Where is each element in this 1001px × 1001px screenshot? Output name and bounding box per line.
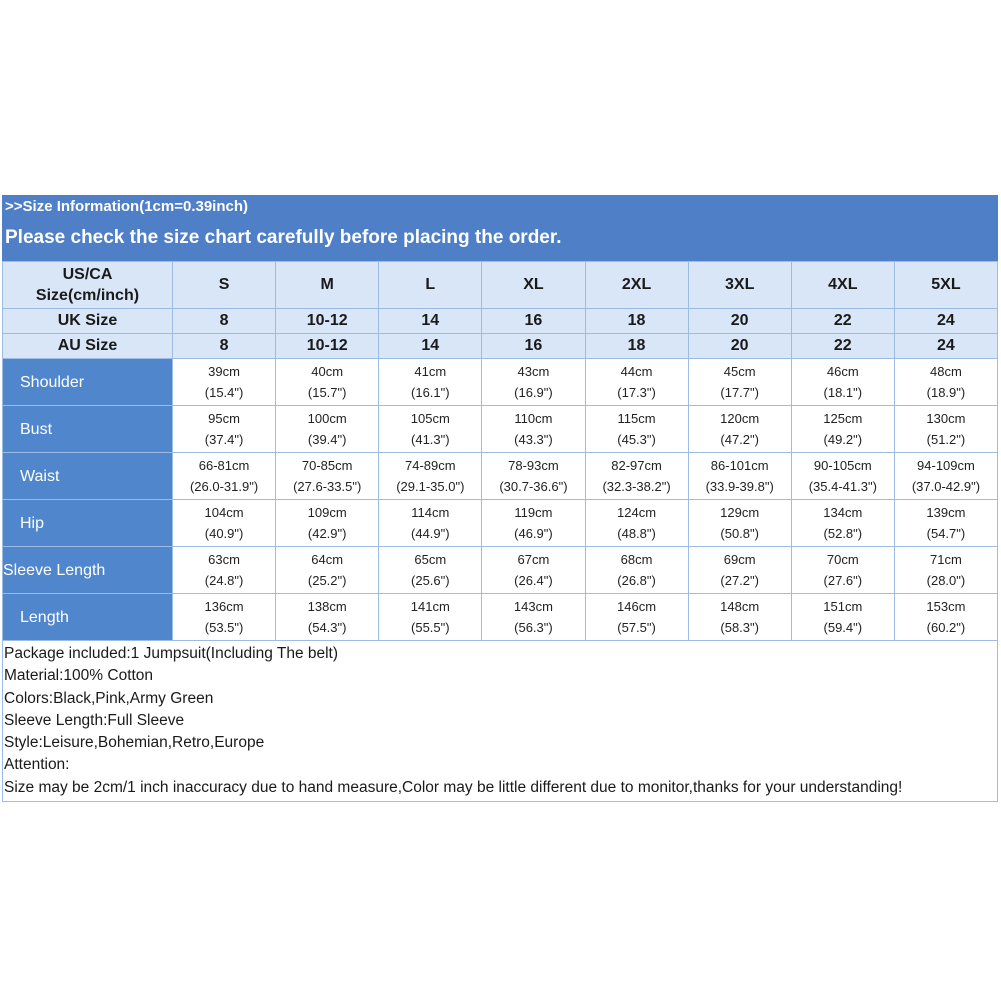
measurement-row: [3, 453, 998, 500]
measurement-cm: 45cm: [723, 364, 756, 379]
measurement-cell: [379, 547, 482, 594]
measurement-inch: (26.4"): [514, 573, 553, 588]
measurement-cell: [173, 453, 276, 500]
measurement-inch: (18.1"): [823, 385, 863, 400]
measurement-inch: (17.3"): [617, 385, 656, 400]
measurement-cell: [379, 406, 482, 453]
measurement-cell: [173, 500, 276, 547]
measurement-cell: [894, 500, 997, 547]
measurement-cm: 138cm: [307, 599, 347, 614]
measurement-cell: [482, 406, 585, 453]
au-size-cell: 8: [173, 334, 276, 359]
measurement-inch: (40.9"): [204, 526, 244, 541]
size-cell: 4XL: [791, 262, 894, 309]
measurement-inch: (54.7"): [926, 526, 966, 541]
measurement-cm: 63cm: [208, 552, 240, 567]
measurement-cell: [688, 406, 791, 453]
measurement-cell: [894, 594, 997, 641]
measurement-inch: (27.2"): [720, 573, 759, 588]
measurement-cm: 41cm: [414, 364, 447, 379]
measurement-inch: (43.3"): [514, 432, 553, 447]
measurement-inch: (37.0-42.9"): [911, 479, 981, 494]
measurement-cm: 110cm: [514, 411, 553, 426]
uk-size-label: UK Size: [3, 309, 173, 334]
measurement-cell: [688, 453, 791, 500]
size-cell: S: [173, 262, 276, 309]
measurement-inch: (15.7"): [307, 385, 347, 400]
note-line: Attention:: [4, 756, 70, 774]
measurement-cm: 125cm: [823, 411, 863, 426]
uk-size-cell: 16: [482, 309, 585, 334]
measurement-cell: [276, 500, 379, 547]
measurement-cell: [585, 547, 688, 594]
measurement-label: Bust: [3, 406, 173, 453]
measurement-cm: 69cm: [723, 552, 756, 567]
measurement-cm: 70-85cm: [301, 458, 353, 473]
measurement-cell: [688, 594, 791, 641]
measurement-cell: [173, 406, 276, 453]
au-size-cell: 18: [585, 334, 688, 359]
size-cell: 5XL: [894, 262, 997, 309]
us-size-label-line2: Size(cm/inch): [35, 287, 140, 304]
us-size-label-line1: US/CA: [62, 266, 113, 283]
measurement-cm: 119cm: [514, 505, 553, 520]
note-line: Package included:1 Jumpsuit(Including The belt): [4, 645, 339, 662]
measurement-cell: [482, 594, 585, 641]
measurement-cell: [276, 594, 379, 641]
measurement-inch: (44.9"): [411, 526, 450, 541]
measurement-inch: (30.7-36.6"): [499, 479, 568, 494]
measurement-cell: [894, 406, 997, 453]
measurement-inch: (26.8"): [617, 573, 656, 588]
measurement-cell: [791, 594, 894, 641]
measurement-inch: (24.8"): [204, 573, 244, 588]
measurement-cell: [276, 359, 379, 406]
measurement-cm: 124cm: [617, 505, 657, 520]
measurement-cm: 48cm: [930, 364, 962, 379]
uk-size-cell: 24: [894, 309, 997, 334]
uk-size-cell: 22: [791, 309, 894, 334]
measurement-cell: [173, 594, 276, 641]
measurement-inch: (42.9"): [307, 526, 347, 541]
measurement-cell: [173, 359, 276, 406]
measurement-cell: [791, 500, 894, 547]
measurement-inch: (27.6-33.5"): [293, 479, 362, 494]
measurement-cm: 143cm: [513, 599, 553, 614]
measurement-cm: 90-105cm: [813, 458, 872, 473]
measurement-cell: [173, 547, 276, 594]
measurement-inch: (15.4"): [204, 385, 244, 400]
measurement-cm: 139cm: [926, 505, 966, 520]
measurement-cm: 46cm: [826, 364, 859, 379]
measurement-cell: [482, 500, 585, 547]
measurement-cm: 70cm: [826, 552, 859, 567]
measurement-inch: (59.4"): [823, 620, 863, 635]
measurement-cell: [894, 453, 997, 500]
measurement-inch: (48.8"): [617, 526, 656, 541]
measurement-cm: 39cm: [208, 364, 240, 379]
measurement-label: Shoulder: [3, 359, 173, 406]
measurement-cm: 67cm: [517, 552, 550, 567]
measurement-inch: (16.1"): [411, 385, 450, 400]
measurement-inch: (39.4"): [307, 432, 347, 447]
measurement-cell: [379, 594, 482, 641]
measurement-inch: (25.2"): [307, 573, 347, 588]
measurement-cm: 44cm: [620, 364, 653, 379]
size-check-notice: Please check the size chart carefully before placing the order.: [5, 227, 562, 248]
measurement-cm: 151cm: [823, 599, 863, 614]
measurement-cell: [791, 453, 894, 500]
measurement-cell: [379, 500, 482, 547]
measurement-cm: 129cm: [720, 505, 760, 520]
measurement-cm: 100cm: [307, 411, 347, 426]
uk-size-cell: 18: [585, 309, 688, 334]
au-size-row: [3, 334, 998, 359]
size-cell: 2XL: [585, 262, 688, 309]
measurement-row: [3, 359, 998, 406]
measurement-cm: 105cm: [410, 411, 450, 426]
measurement-cell: [276, 406, 379, 453]
size-cell: M: [276, 262, 379, 309]
measurement-cm: 68cm: [620, 552, 653, 567]
size-cell: 3XL: [688, 262, 791, 309]
note-line: Size may be 2cm/1 inch inaccuracy due to hand measure,Color may be little different due to monitor,thanks for your understanding!: [4, 778, 903, 796]
measurement-inch: (25.6"): [411, 573, 450, 588]
measurement-inch: (54.3"): [307, 620, 347, 635]
note-line: Sleeve Length:Full Sleeve: [4, 711, 185, 729]
measurement-inch: (46.9"): [514, 526, 553, 541]
measurement-inch: (33.9-39.8"): [705, 479, 774, 494]
measurement-cm: 74-89cm: [405, 458, 456, 473]
measurement-cm: 43cm: [517, 364, 550, 379]
size-info-banner: [2, 195, 998, 261]
measurement-inch: (32.3-38.2"): [602, 479, 671, 494]
measurement-cm: 146cm: [617, 599, 657, 614]
measurement-cell: [379, 453, 482, 500]
measurement-cm: 104cm: [204, 505, 244, 520]
au-size-cell: 16: [482, 334, 585, 359]
note-line: Material:100% Cotton: [4, 667, 154, 685]
measurement-inch: (56.3"): [514, 620, 553, 635]
size-table: [2, 261, 998, 641]
size-chart: [2, 195, 998, 802]
measurement-inch: (57.5"): [617, 620, 656, 635]
measurement-inch: (41.3"): [411, 432, 450, 447]
au-size-cell: 22: [791, 334, 894, 359]
measurement-inch: (27.6"): [823, 573, 863, 588]
measurement-cell: [585, 594, 688, 641]
measurement-inch: (55.5"): [411, 620, 450, 635]
measurement-row: [3, 406, 998, 453]
uk-size-row: [3, 309, 998, 334]
measurement-cm: 66-81cm: [198, 458, 250, 473]
measurement-inch: (18.9"): [926, 385, 966, 400]
measurement-cell: [585, 500, 688, 547]
measurement-cell: [276, 547, 379, 594]
measurement-cm: 94-109cm: [917, 458, 975, 473]
measurement-cm: 141cm: [410, 599, 450, 614]
au-size-cell: 14: [379, 334, 482, 359]
measurement-inch: (50.8"): [720, 526, 759, 541]
measurement-cm: 71cm: [930, 552, 962, 567]
measurement-cell: [688, 359, 791, 406]
au-size-cell: 20: [688, 334, 791, 359]
au-size-cell: 10-12: [276, 334, 379, 359]
measurement-inch: (49.2"): [823, 432, 863, 447]
measurement-cell: [482, 453, 585, 500]
measurement-row: [3, 547, 998, 594]
measurement-cell: [585, 453, 688, 500]
measurement-cell: [276, 453, 379, 500]
au-size-cell: 24: [894, 334, 997, 359]
measurement-inch: (35.4-41.3"): [808, 479, 877, 494]
measurement-cell: [791, 547, 894, 594]
measurement-inch: (17.7"): [720, 385, 759, 400]
measurement-label: Length: [3, 594, 173, 641]
measurement-cm: 40cm: [311, 364, 344, 379]
measurement-cm: 109cm: [307, 505, 347, 520]
measurement-inch: (45.3"): [617, 432, 656, 447]
measurement-cell: [894, 359, 997, 406]
us-size-row: [3, 262, 998, 309]
measurement-cell: [791, 406, 894, 453]
size-info-title: >>Size Information(1cm=0.39inch): [5, 198, 248, 215]
size-cell: L: [379, 262, 482, 309]
measurement-inch: (58.3"): [720, 620, 759, 635]
measurement-inch: (51.2"): [926, 432, 966, 447]
measurement-cell: [688, 547, 791, 594]
measurement-inch: (37.4"): [204, 432, 244, 447]
measurement-inch: (60.2"): [926, 620, 966, 635]
measurement-cm: 114cm: [411, 505, 450, 520]
measurement-cell: [894, 547, 997, 594]
measurement-label: Waist: [3, 453, 173, 500]
measurement-label: Sleeve Length: [3, 547, 173, 594]
size-cell: XL: [482, 262, 585, 309]
note-line: Colors:Black,Pink,Army Green: [4, 689, 214, 707]
measurement-cm: 115cm: [617, 411, 656, 426]
measurement-row: [3, 594, 998, 641]
measurement-cm: 78-93cm: [508, 458, 559, 473]
measurement-inch: (16.9"): [514, 385, 553, 400]
measurement-label: Hip: [3, 500, 173, 547]
measurement-cell: [482, 359, 585, 406]
uk-size-cell: 14: [379, 309, 482, 334]
note-line: Style:Leisure,Bohemian,Retro,Europe: [4, 734, 265, 752]
measurement-inch: (29.1-35.0"): [396, 479, 465, 494]
measurement-inch: (52.8"): [823, 526, 863, 541]
measurement-cm: 148cm: [720, 599, 760, 614]
measurement-cell: [688, 500, 791, 547]
measurement-cm: 134cm: [823, 505, 863, 520]
uk-size-cell: 10-12: [276, 309, 379, 334]
measurement-cell: [482, 547, 585, 594]
measurement-inch: (47.2"): [720, 432, 759, 447]
us-size-label: [3, 262, 173, 309]
measurement-cell: [585, 406, 688, 453]
measurement-cm: 153cm: [926, 599, 966, 614]
measurement-cm: 86-101cm: [710, 458, 769, 473]
measurement-cell: [791, 359, 894, 406]
measurement-inch: (26.0-31.9"): [189, 479, 259, 494]
measurement-inch: (53.5"): [204, 620, 244, 635]
measurement-cm: 95cm: [208, 411, 240, 426]
uk-size-cell: 8: [173, 309, 276, 334]
measurement-cm: 130cm: [926, 411, 966, 426]
measurement-cell: [585, 359, 688, 406]
measurement-cm: 136cm: [204, 599, 244, 614]
au-size-label: AU Size: [3, 334, 173, 359]
measurement-cm: 82-97cm: [611, 458, 662, 473]
uk-size-cell: 20: [688, 309, 791, 334]
measurement-cell: [379, 359, 482, 406]
measurement-row: [3, 500, 998, 547]
product-notes: [2, 641, 998, 802]
measurement-cm: 65cm: [414, 552, 447, 567]
measurement-inch: (28.0"): [926, 573, 966, 588]
measurement-cm: 64cm: [311, 552, 344, 567]
measurement-cm: 120cm: [720, 411, 760, 426]
